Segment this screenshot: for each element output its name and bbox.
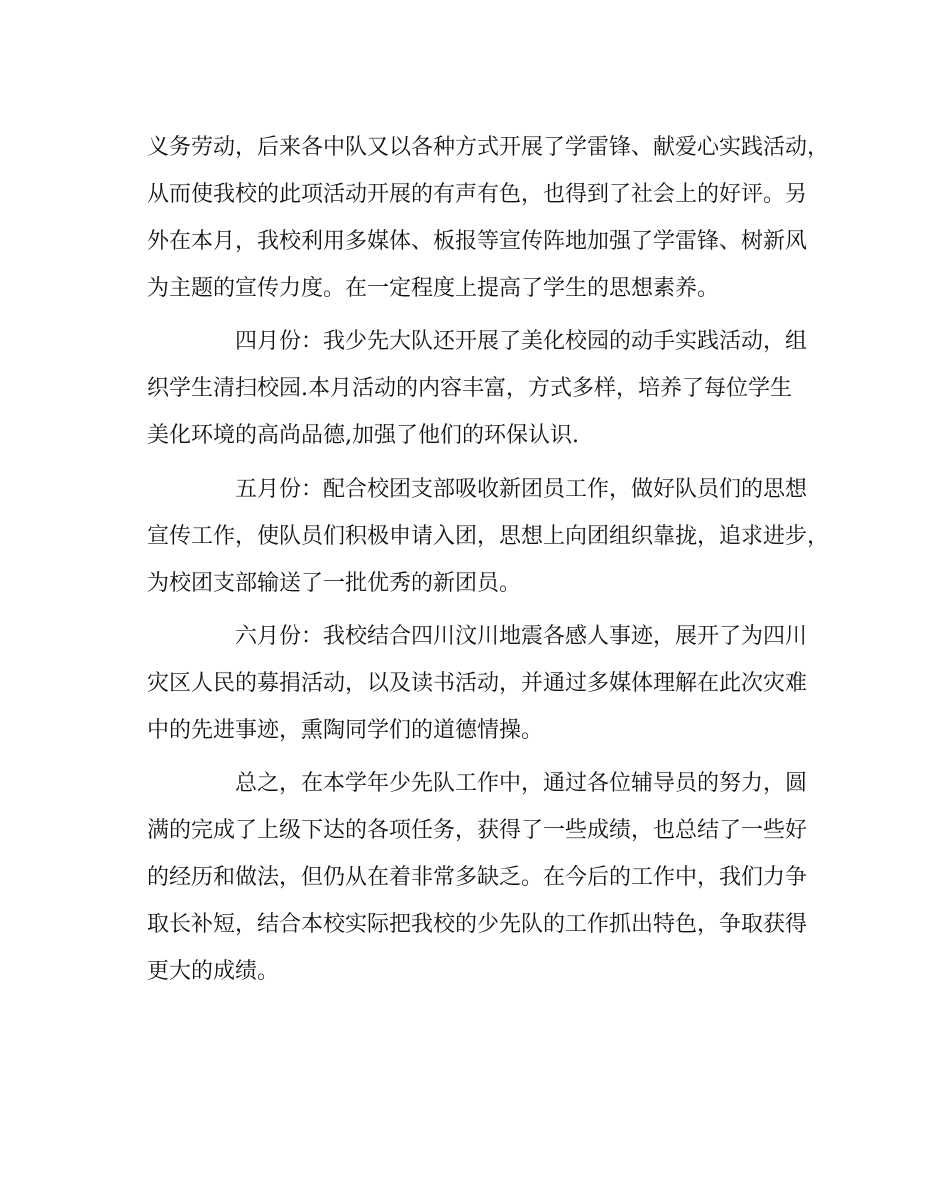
text-line: 满的完成了上级下达的各项任务，获得了一些成绩，也总结了一些好 xyxy=(147,818,808,843)
text-line: 美化环境的高尚品德,加强了他们的环保认识. xyxy=(147,423,579,448)
text-line: 宣传工作，使队员们积极申请入团，思想上向团组织靠拢，追求进步， xyxy=(147,524,830,549)
text-line: 更大的成绩。 xyxy=(147,959,280,984)
text-line: 灾区人民的募捐活动，以及读书活动，并通过多媒体理解在此次灾难 xyxy=(147,671,808,696)
paragraph-may-first-line: 五月份：配合校团支部吸收新团员工作，做好队员们的思想 xyxy=(235,477,808,502)
paragraph-april-first-line: 四月份：我少先大队还开展了美化校园的动手实践活动，组 xyxy=(235,329,808,354)
paragraph-summary-first-line: 总之，在本学年少先队工作中，通过各位辅导员的努力，圆 xyxy=(235,771,808,796)
text-line: 织学生清扫校园.本月活动的内容丰富，方式多样，培养了每位学生 xyxy=(147,376,792,401)
text-line: 中的先进事迹，熏陶同学们的道德情操。 xyxy=(147,718,544,743)
text-line: 为主题的宣传力度。在一定程度上提高了学生的思想素养。 xyxy=(147,276,720,301)
text-line: 的经历和做法，但仍从在着非常多缺乏。在今后的工作中，我们力争 xyxy=(147,865,808,890)
paragraph-june-first-line: 六月份：我校结合四川汶川地震各感人事迹，展开了为四川 xyxy=(235,624,808,649)
text-line: 为校团支部输送了一批优秀的新团员。 xyxy=(147,571,522,596)
text-line: 取长补短，结合本校实际把我校的少先队的工作抓出特色，争取获得 xyxy=(147,912,808,937)
text-line: 外在本月，我校利用多媒体、板报等宣传阵地加强了学雷锋、树新风 xyxy=(147,229,808,254)
text-line: 义务劳动，后来各中队又以各种方式开展了学雷锋、献爱心实践活动， xyxy=(147,135,830,160)
text-line: 从而使我校的此项活动开展的有声有色，也得到了社会上的好评。另 xyxy=(147,182,808,207)
